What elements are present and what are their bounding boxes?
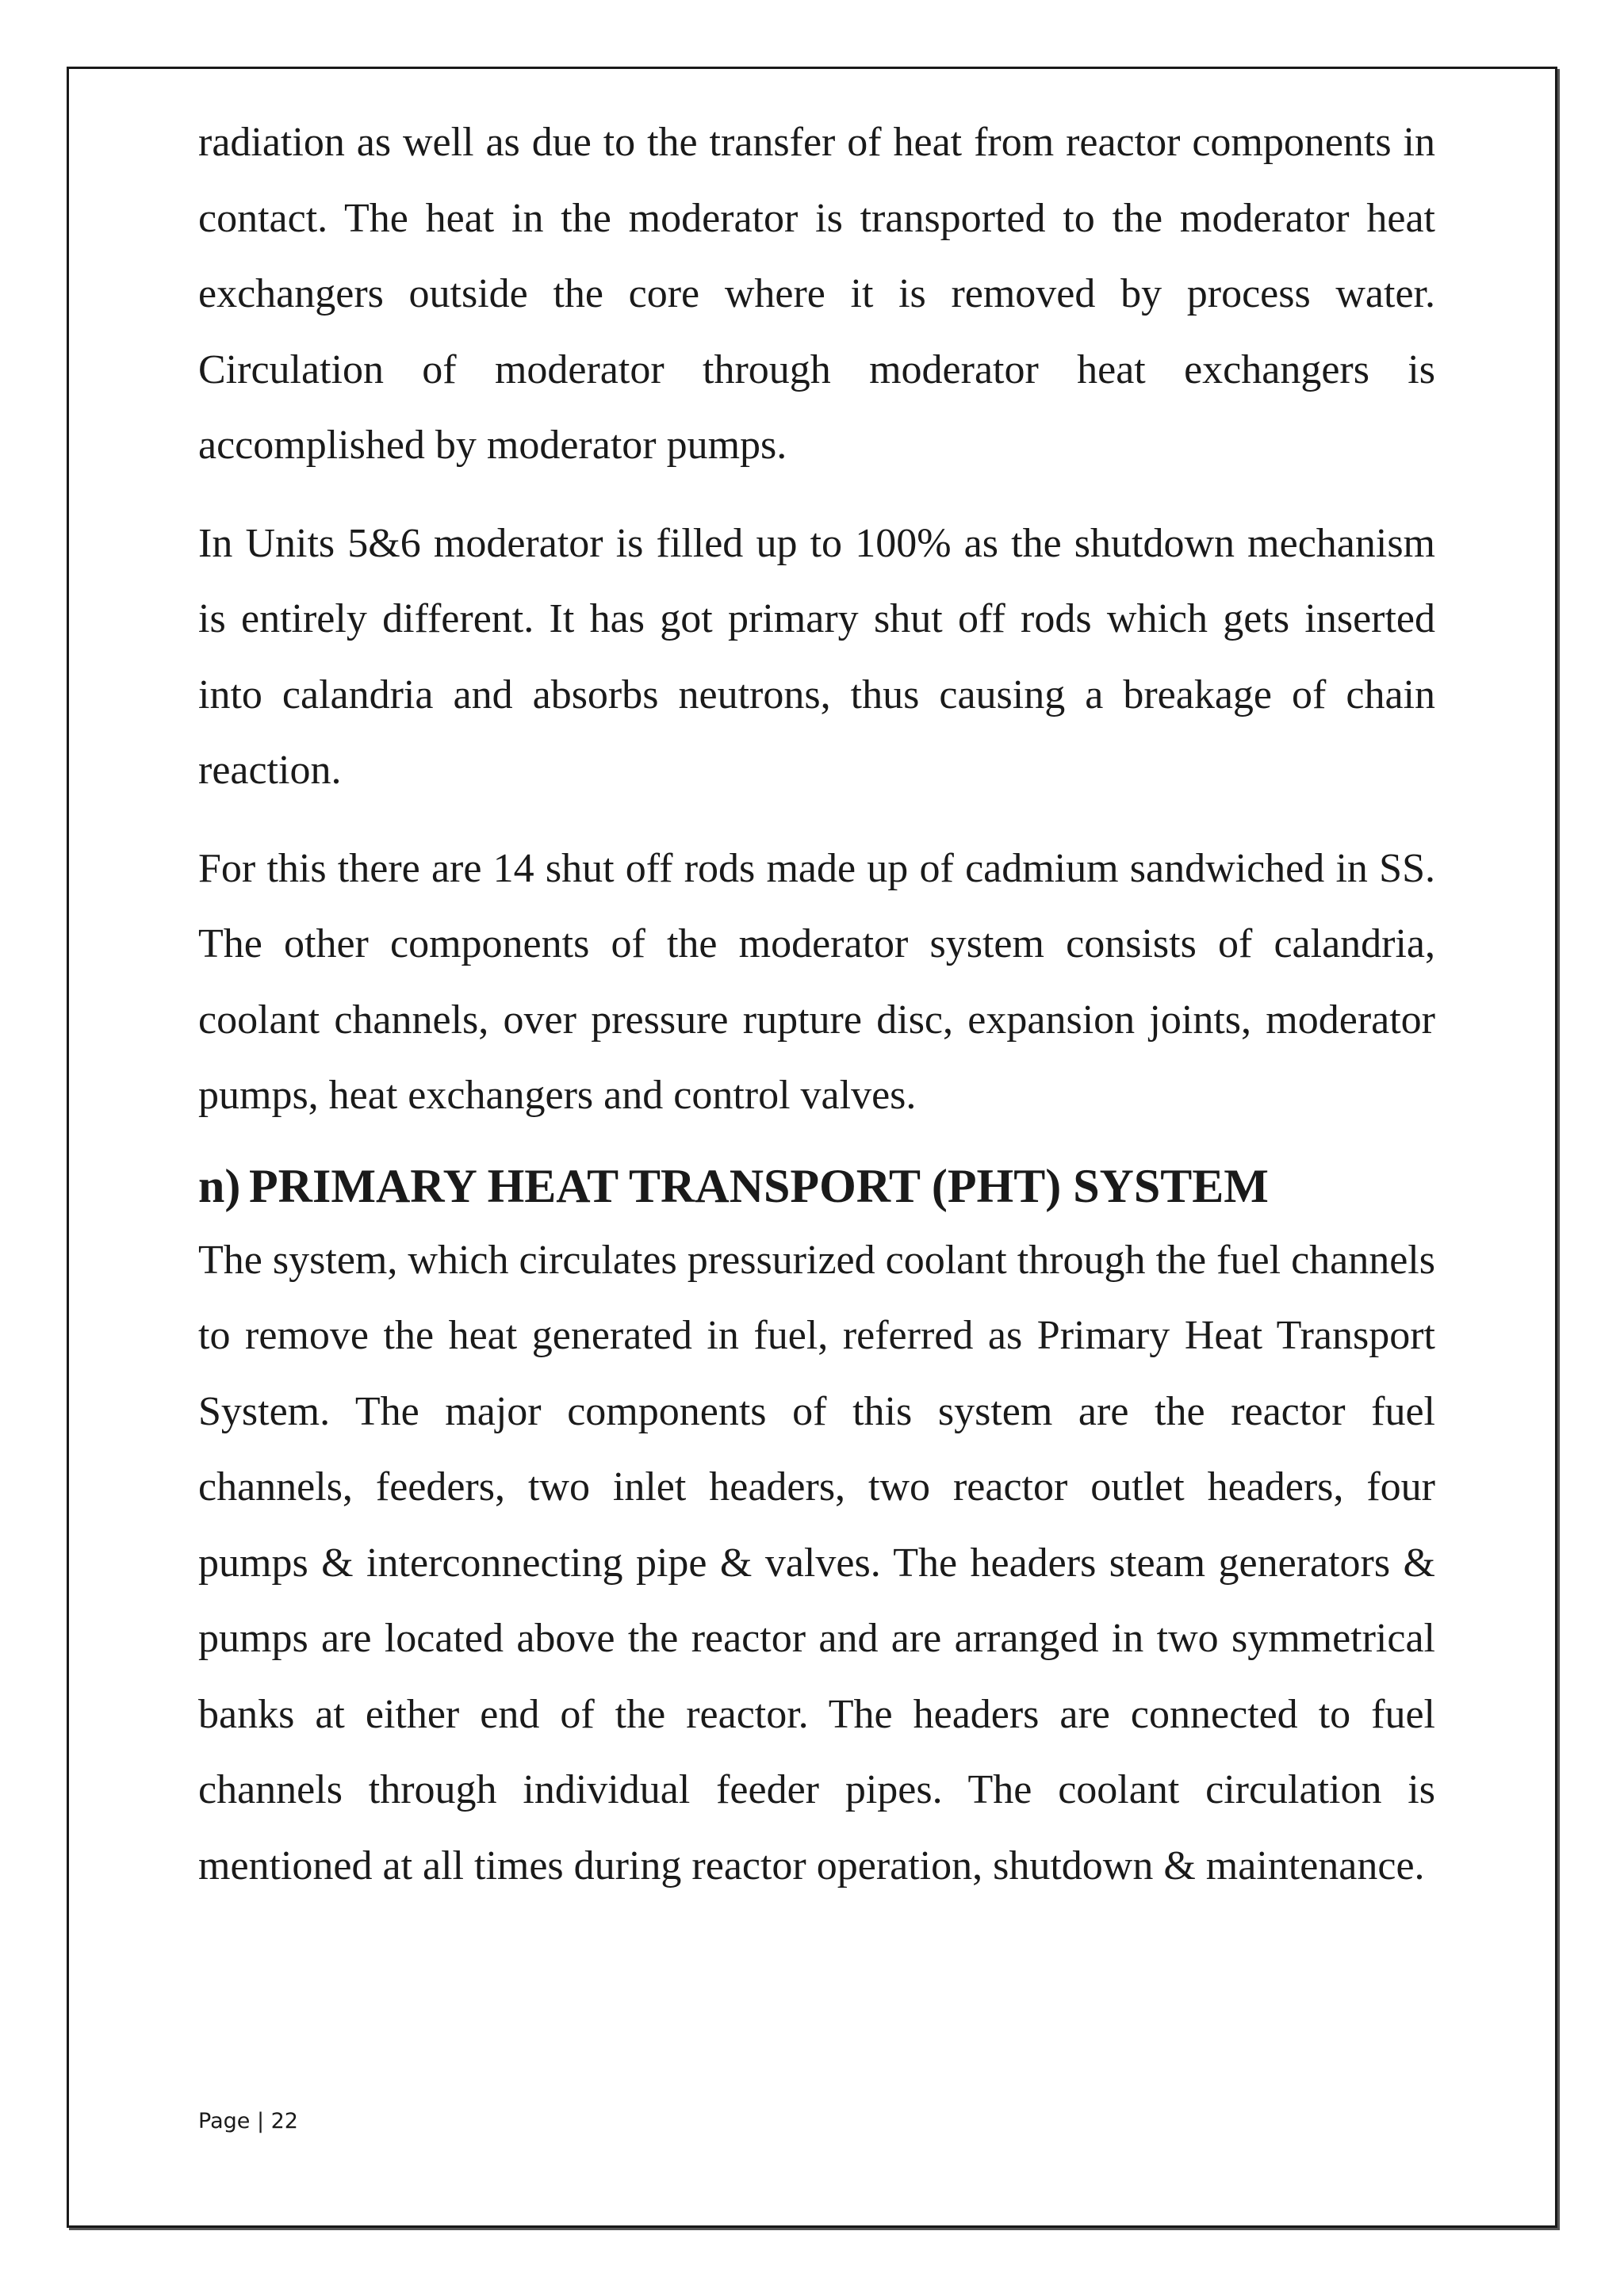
paragraph-units-5-6: In Units 5&6 moderator is filled up to 100% as the shutdown mechanism is entirely different. It has got primary shut off rods which gets inserted into calandria and absorbs neutrons, thus causing a breakage of chain reaction.: [198, 520, 1435, 793]
page-number: Page | 22: [198, 2109, 298, 2133]
section-title: PRIMARY HEAT TRANSPORT (PHT) SYSTEM: [249, 1159, 1269, 1212]
section-heading: [198, 1156, 1435, 1216]
document-body: [198, 105, 1435, 1926]
section-marker: n): [198, 1159, 241, 1212]
paragraph-moderator-heat: radiation as well as due to the transfer of heat from reactor components in contact. The heat in the moderator is transported to the moderator heat exchangers outside the core where it is removed by process water. Circulation of moderator through moderator heat exchangers is accomplished by moderator pumps.: [198, 120, 1435, 468]
paragraph-pht-system: The system, which circulates pressurized coolant through the fuel channels to remove the heat generated in fuel, referred as Primary Heat Transport System. The major components of this system are the reactor fuel channels, feeders, two inlet headers, two reactor outlet headers, four pumps & interconnecting pipe & valves. The headers steam generators & pumps are located above the reactor and are arranged in two symmetrical banks at either end of the reactor. The headers are connected to fuel channels through individual feeder pipes. The coolant circulation is mentioned at all times during reactor operation, shutdown & maintenance.: [198, 1237, 1435, 1888]
paragraph-shut-off-rods: For this there are 14 shut off rods made up of cadmium sandwiched in SS. The other components of the moderator system consists of calandria, coolant channels, over pressure rupture disc, expansion joints, moderator pumps, heat exchangers and control valves.: [198, 845, 1435, 1118]
